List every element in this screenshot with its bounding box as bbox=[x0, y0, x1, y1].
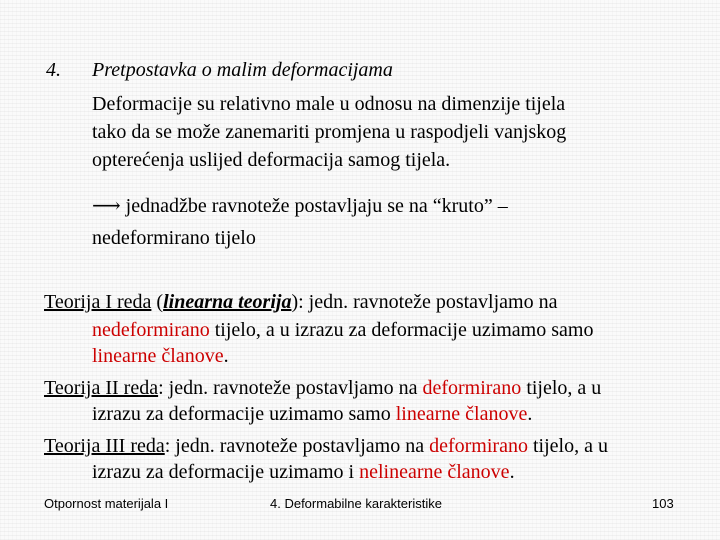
point-heading: Pretpostavka o malim deformacijama bbox=[92, 59, 393, 81]
theory-1-name: Teorija I reda bbox=[44, 291, 152, 313]
body-line-1: Deformacije su relativno male u odnosu na dimenzije tijela bbox=[92, 93, 566, 115]
theory-2-name: Teorija II reda bbox=[44, 377, 159, 399]
theory-1-line-3: linearne članove. bbox=[92, 345, 229, 367]
footer-page-number: 103 bbox=[652, 496, 674, 511]
theory-2-line-1: Teorija II reda: jedn. ravnoteže postavljamo na deformirano tijelo, a u bbox=[44, 377, 602, 399]
point-number: 4. bbox=[46, 59, 61, 81]
theory-3-line-1: Teorija III reda: jedn. ravnoteže postavljamo na deformirano tijelo, a u bbox=[44, 435, 608, 457]
theory-2-highlight-1: deformirano bbox=[422, 377, 522, 399]
theory-3-line-2: izrazu za deformacije uzimamo i nelinearne članove. bbox=[92, 461, 515, 483]
theory-1-line-2: nedeformirano tijelo, a u izrazu za deformacije uzimamo samo bbox=[92, 319, 594, 341]
consequence-line-2: nedeformirano tijelo bbox=[92, 227, 256, 249]
footer-chapter: 4. Deformabilne karakteristike bbox=[270, 496, 442, 511]
consequence-text: jednadžbe ravnoteže postavljaju se na “kruto” – bbox=[125, 195, 508, 217]
body-line-3: opterećenja uslijed deformacija samog tijela. bbox=[92, 149, 451, 171]
theory-3-highlight-1: deformirano bbox=[429, 435, 528, 457]
theory-3-name: Teorija III reda bbox=[44, 435, 165, 457]
theory-3-highlight-2: nelinearne članove bbox=[359, 461, 510, 483]
theory-1-alias: linearna teorija bbox=[163, 291, 292, 313]
footer-course: Otpornost materijala I bbox=[44, 496, 169, 511]
body-line-2: tako da se može zanemariti promjena u raspodjeli vanjskog bbox=[92, 121, 567, 143]
theory-2-line-2: izrazu za deformacije uzimamo samo linearne članove. bbox=[92, 403, 533, 425]
theory-1-line-1: Teorija I reda (linearna teorija): jedn. ravnoteže postavljamo na bbox=[44, 291, 558, 313]
theory-1-highlight-2: linearne članove bbox=[92, 345, 224, 367]
consequence-line-1 bbox=[92, 194, 508, 218]
theory-1-highlight-1: nedeformirano bbox=[92, 319, 210, 341]
arrow-right-icon: ⟶ bbox=[92, 195, 121, 217]
theory-2-highlight-2: linearne članove bbox=[395, 403, 528, 425]
